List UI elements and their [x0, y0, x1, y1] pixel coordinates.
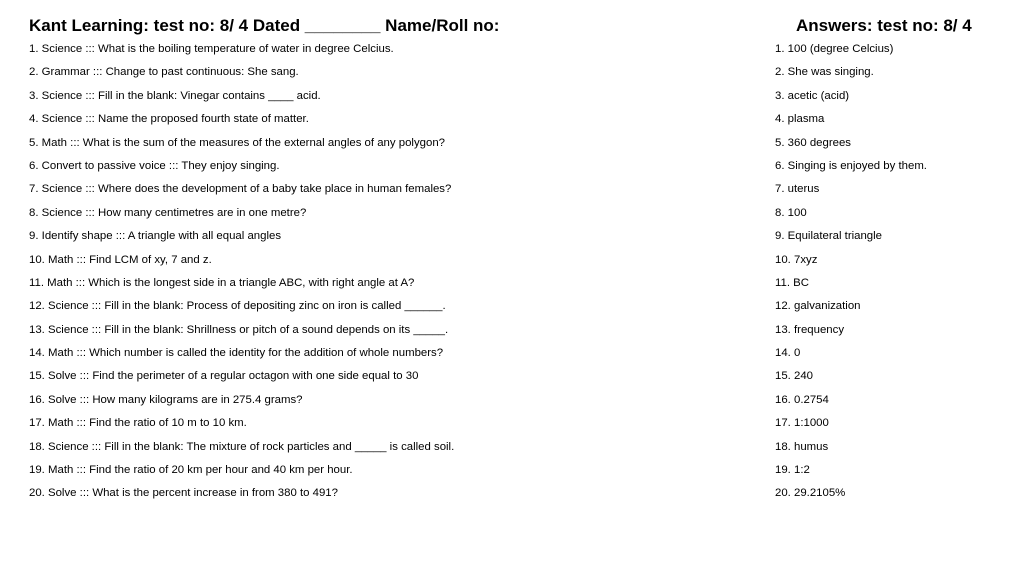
- answer-item: 3. acetic (acid): [775, 89, 850, 102]
- question-item: 11. Math ::: Which is the longest side in a triangle ABC, with right angle at A?: [29, 276, 415, 289]
- answers-title: Answers: test no: 8/ 4: [796, 16, 972, 35]
- answers-list: [775, 38, 1015, 506]
- answer-item: 4. plasma: [775, 113, 825, 126]
- answer-item: 8. 100: [775, 206, 807, 219]
- question-item: 17. Math ::: Find the ratio of 10 m to 10 km.: [29, 417, 247, 430]
- answer-item: 14. 0: [775, 347, 801, 360]
- question-item: 18. Science ::: Fill in the blank: The mixture of rock particles and _____ is called soil.: [29, 440, 455, 453]
- answer-item: 9. Equilateral triangle: [775, 230, 883, 243]
- questions-list: [29, 38, 749, 506]
- question-item: 20. Solve ::: What is the percent increase in from 380 to 491?: [29, 487, 338, 500]
- answer-item: 13. frequency: [775, 323, 845, 336]
- answer-item: 17. 1:1000: [775, 417, 829, 430]
- question-item: 6. Convert to passive voice ::: They enjoy singing.: [29, 159, 280, 172]
- question-item: 3. Science ::: Fill in the blank: Vinegar contains ____ acid.: [29, 89, 321, 102]
- question-item: 2. Grammar ::: Change to past continuous: She sang.: [29, 66, 299, 79]
- answer-item: 10. 7xyz: [775, 253, 818, 266]
- questions-title: Kant Learning: test no: 8/ 4 Dated ________ Name/Roll no:: [29, 16, 500, 35]
- question-item: 7. Science ::: Where does the development of a baby take place in human females?: [29, 183, 452, 196]
- question-item: 1. Science ::: What is the boiling temperature of water in degree Celcius.: [29, 43, 394, 55]
- answer-item: 15. 240: [775, 370, 814, 383]
- answer-item: 12. galvanization: [775, 300, 861, 313]
- question-item: 10. Math ::: Find LCM of xy, 7 and z.: [29, 253, 212, 266]
- answer-item: 20. 29.2105%: [775, 487, 846, 500]
- answer-item: 2. She was singing.: [775, 66, 874, 79]
- question-item: 19. Math ::: Find the ratio of 20 km per hour and 40 km per hour.: [29, 464, 353, 477]
- question-item: 9. Identify shape ::: A triangle with all equal angles: [29, 230, 282, 243]
- answer-item: 1. 100 (degree Celcius): [775, 43, 894, 55]
- answer-item: 6. Singing is enjoyed by them.: [775, 159, 927, 172]
- question-item: 12. Science ::: Fill in the blank: Process of depositing zinc on iron is called ______.: [29, 300, 446, 313]
- answer-item: 19. 1:2: [775, 464, 810, 477]
- answer-item: 11. BC: [775, 276, 809, 289]
- answer-item: 7. uterus: [775, 183, 820, 196]
- question-item: 4. Science ::: Name the proposed fourth state of matter.: [29, 113, 309, 126]
- question-item: 8. Science ::: How many centimetres are in one metre?: [29, 206, 307, 219]
- question-item: 16. Solve ::: How many kilograms are in 275.4 grams?: [29, 393, 303, 406]
- answer-item: 16. 0.2754: [775, 393, 829, 406]
- question-item: 14. Math ::: Which number is called the identity for the addition of whole numbers?: [29, 347, 444, 360]
- question-item: 15. Solve ::: Find the perimeter of a regular octagon with one side equal to 30: [29, 370, 419, 383]
- answer-item: 5. 360 degrees: [775, 136, 851, 149]
- question-item: 5. Math ::: What is the sum of the measures of the external angles of any polygon?: [29, 136, 445, 149]
- question-item: 13. Science ::: Fill in the blank: Shrillness or pitch of a sound depends on its _____.: [29, 323, 449, 336]
- answer-item: 18. humus: [775, 440, 829, 453]
